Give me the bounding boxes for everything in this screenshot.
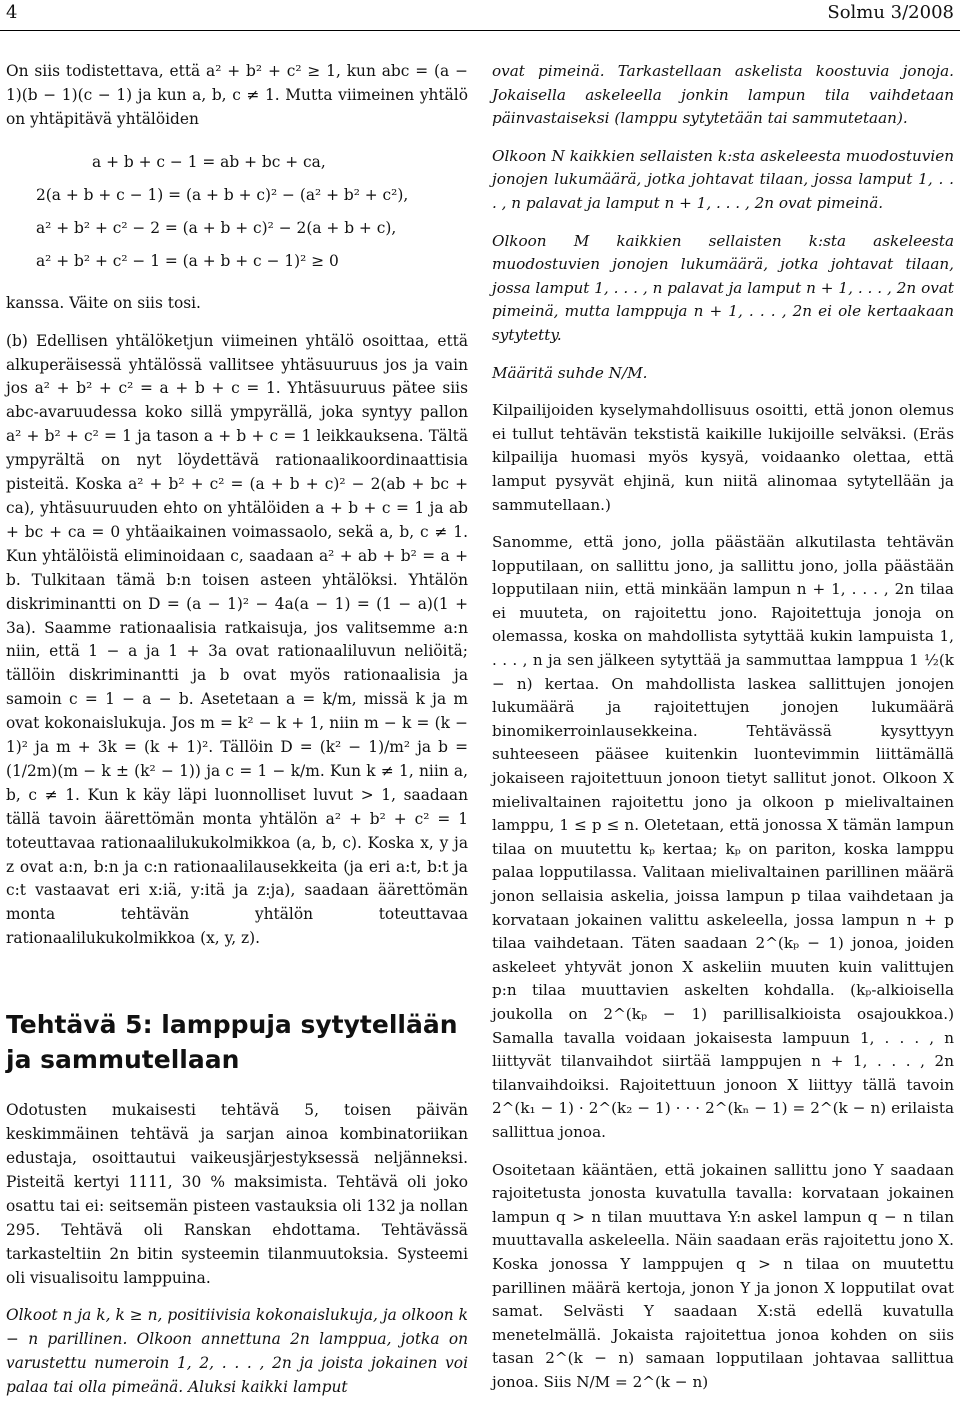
equation-line-4: a² + b² + c² − 1 = (a + b + c − 1)² ≥ 0 <box>36 251 339 270</box>
intro-paragraph: On siis todistettava, että a² + b² + c² ≥ 1, kun abc = (a − 1)(b − 1)(c − 1) ja kun a, b, c ≠ 1. Mutta viimeinen yhtälö on yhtäpitävä yhtälöiden <box>6 62 468 128</box>
solution-paragraph: Sanomme, että jono, jolla päästään alkutilasta tehtävän lopputilaan, on sallittu jono, ja sallittu jono, jolla päästään lopputilaan niin, että minkään lampun n + 1, . . . , 2n tilaa ei muuteta, on rajoitettu jono. Rajoitettuja jonoja on olemassa, koska on mahdollista sytyttää kukin lampuista 1, . . . , n ja sen jälkeen sytyttää ja sammuttaa lamppua 1 ½(k − n) kertaa. On mahdollista laskea sallittujen jonojen lukumäärä ja rajoitettujen jonojen lukumäärä binomikerroinlausekkeina. Tehtävässä kysyttyyn suhteeseen pääsee kuitenkin luontevimmin liittämällä jokaiseen rajoitettuun jonoon tietyt sallitut jonot. Olkoon X mielivaltainen rajoitettu jono ja olkoon p mielivaltainen lamppu, 1 ≤ p ≤ n. Oletetaan, että jonossa X tämän lampun tilaa on muutettu kₚ kertaa; kₚ on pariton, koska lamppu palaa lopputilassa. Valitaan mielivaltainen parillinen määrä jonon sellaisia askelia, joissa lampun p tilaa vaihdetaan ja korvataan jokainen valittu askeleella, jossa lampun n + p tilaa vaihdetaan. Täten saadaan 2^(kₚ − 1) jonoa, joiden askeleet yhtyvät jonon X askeliin muuten kuin valittujen p:n tilaa muuttavien askelten kohdalla. (kₚ-alkioisella joukolla on 2^(kₚ − 1) parillisalkioista osajoukkoa.) Samalla tavalla voidaan jokaisesta lampuun 1, . . . , n liittyvät tilanvaihdot siirtää lamppujen n + 1, . . . , 2n tilanvaihdoiksi. Rajoitettuun jonoon X liittyy tällä tavoin 2^(k₁ − 1) · 2^(k₂ − 1) · · · 2^(kₙ − 1) = 2^(k − n) erilaista sallittua jonoa. <box>492 533 954 1141</box>
contestant-note-paragraph: Kilpailijoiden kyselymahdollisuus osoitti, että jonon olemus ei tullut tehtävän tekstistä kaikille lukijoille selväksi. (Eräs kilpailija huomasi myös kysyä, voidaanko olettaa, että lamput pysyvät ehjinä, kun niitä alinomaa sytytellään ja sammutellaan.) <box>492 401 954 514</box>
part-b-paragraph: (b) Edellisen yhtälöketjun viimeinen yhtälö osoittaa, että alkuperäisessä yhtälössä vallitsee yhtäsuuruus jos ja vain jos a² + b² + c² = a + b + c = 1. Yhtäsuuruus pätee siis abc-avaruudessa koko sillä ympyrällä, joka syntyy pallon a² + b² + c² = 1 ja tason a + b + c = 1 leikkauksena. Tältä ympyrältä on nyt löydettävä rationaalikoordinaattisia pisteitä. Koska a² + b² + c² = (a + b + c)² − 2(ab + bc + ca), yhtäsuuruuden ehto on yhtälöiden a + b + c = 1 ja ab + bc + ca = 0 yhtäaikainen voimassaolo, sekä a, b, c ≠ 1. Kun yhtälöistä eliminoidaan c, saadaan a² + ab + b² = a + b. Tulkitaan tämä b:n toisen asteen yhtälöksi. Yhtälön diskriminantti on D = (a − 1)² − 4a(a − 1) = (1 − a)(1 + 3a). Saamme rationaalisia ratkaisuja, jos valitsemme a:n niin, että 1 − a ja 1 + 3a ovat rationaaliluvun neliöitä; tällöin diskriminantti ja b ovat myös rationaalisia ja samoin c = 1 − a − b. Asetetaan a = k/m, missä k ja m ovat kokonaislukuja. Jos m = k² − k + 1, niin m − k = (k − 1)² ja m + 3k = (k + 1)². Tällöin D = (k² − 1)/m² ja b = (1/2m)(m − k ± (k² − 1)) ja c = 1 − k/m. Kun k ≠ 1, niin a, b, c ≠ 1. Kun k käy läpi luonnolliset luvut > 1, saadaan tällä tavoin äärettömän monta yhtälön a² + b² + c² = 1 toteuttavaa rationaalilukukolmikkoa (a, b, c). Koska x, y ja z ovat a:n, b:n ja c:n rationaalilausekkeita (ja eri a:t, b:t ja c:t vastaavat eri x:iä, y:itä ja z:ja), saadaan äärettömän monta tehtävän yhtälön toteuttavaa rationaalilukukolmikkoa (x, y, z). <box>6 331 468 948</box>
left-column <box>6 60 468 1414</box>
converse-paragraph: Osoitetaan kääntäen, että jokainen sallittu jono Y saadaan rajoitetusta jonosta kuvatulla tavalla: korvataan jokainen lampun q > n tilan muuttava Y:n askel lampun q − n tilan muuttavalla askeleella. Näin saadaan eräs rajoitettu jono X. Koska jonossa Y lamppujen q > n tilaa on muutettu parillinen määrä kertoja, jonon Y ja jonon X lopputilat ovat samat. Selvästi Y saadaan X:stä edellä kuvatulla menetelmällä. Jokaista rajoitettua jonoa kohden on siis tasan 2^(k − n) samaan lopputilaan johtavaa sallittua jonoa. Siis N/M = 2^(k − n) <box>492 1160 954 1391</box>
equation-line-1: a + b + c − 1 = ab + bc + ca, <box>92 152 326 171</box>
definition-m: Olkoon M kaikkien sellaisten k:sta askeleesta muodostuvien jonojen lukumäärä, jotka johtavat tilaan, jossa lamput 1, . . . , n palavat ja lamput n + 1, . . . , 2n ovat pimeinä, mutta lamppuja n + 1, . . . , 2n ei ole kertaakaan sytytetty. <box>492 231 954 344</box>
definition-n: Olkoon N kaikkien sellaisten k:sta askeleesta muodostuvien jonojen lukumäärä, jotka johtavat tilaan, jossa lamput 1, . . . , n palavat ja lamput n + 1, . . . , 2n ovat pimeinä. <box>492 146 954 212</box>
equation-line-2: 2(a + b + c − 1) = (a + b + c)² − (a² + b² + c²), <box>36 185 409 204</box>
problem5-intro-paragraph: Odotusten mukaisesti tehtävä 5, toisen päivän keskimmäinen tehtävä ja sarjan ainoa kombinatoriikan edustaja, osoittautui vaikeusjärjestyksessä neljänneksi. Pisteitä kertyi 1111, 30 % maksimista. Tehtävä oli joko osattu tai ei: seitsemän pisteen vastauksia oli 132 ja nollan 295. Tehtävä oli Ranskan ehdottama. Tehtävässä tarkasteltiin 2n bitin systeemin tilanmuutoksia. Systeemi oli visualisoitu lamppuina. <box>6 1101 468 1287</box>
page-header <box>0 0 960 31</box>
problem-statement-start: Olkoot n ja k, k ≥ n, positiivisia kokonaislukuja, ja olkoon k − n parillinen. Olkoon annettuna 2n lamppua, jotka on varustettu numeroin 1, 2, . . . , 2n ja joista jokainen voi palaa tai olla pimeänä. Aluksi kaikki lamput <box>6 1306 468 1397</box>
journal-issue: Solmu 3/2008 <box>827 2 954 23</box>
right-column <box>492 60 954 1408</box>
section-heading: Tehtävä 5: lamppuja sytytellään ja sammutellaan <box>6 1010 458 1075</box>
equation-line-3: a² + b² + c² − 2 = (a + b + c)² − 2(a + b + c), <box>36 218 397 237</box>
problem-statement-cont: ovat pimeinä. Tarkastellaan askelista koostuvia jonoja. Jokaisella askeleella jonkin lampun tila vaihdetaan päinvastaiseksi (lamppu sytytetään tai sammutetaan). <box>492 62 954 128</box>
equation-block <box>36 146 468 278</box>
problem-question: Määritä suhde N/M. <box>492 363 648 382</box>
page-number: 4 <box>6 2 18 23</box>
conclusion-paragraph: kanssa. Väite on siis tosi. <box>6 293 201 312</box>
